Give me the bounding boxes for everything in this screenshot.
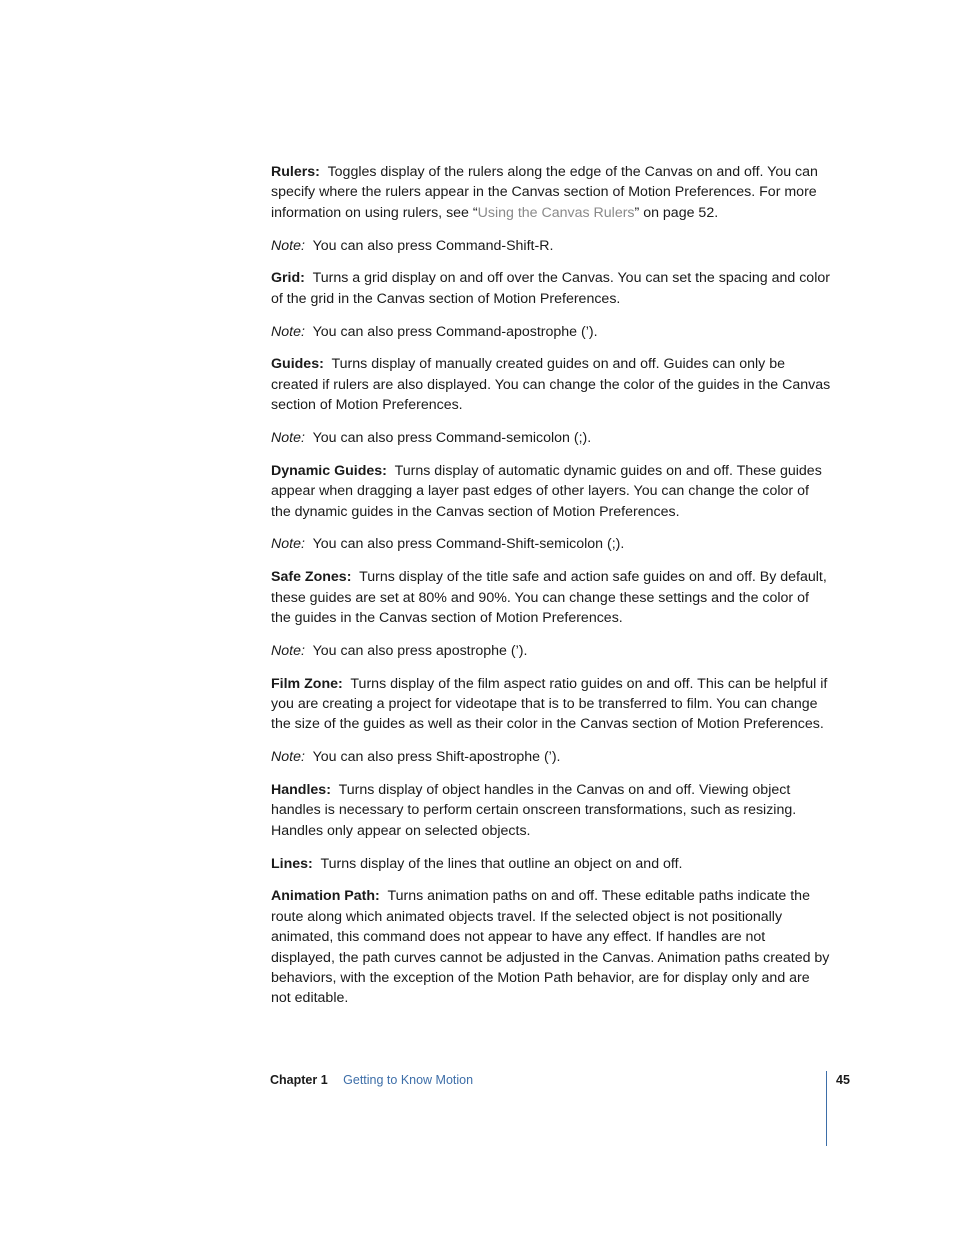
- paragraph-safe-zones: [271, 567, 831, 628]
- term-label: Guides:: [271, 356, 324, 373]
- term-label: Safe Zones:: [271, 569, 352, 586]
- paragraph-dynamic-guides: [271, 461, 831, 522]
- paragraph-film-zone: [271, 674, 831, 735]
- paragraph-text: ” on page 52.: [634, 204, 719, 221]
- note-text: You can also press apostrophe (’).: [312, 642, 528, 659]
- cross-reference-link[interactable]: Using the Canvas Rulers: [477, 204, 635, 221]
- note-label: Note:: [271, 536, 305, 553]
- term-label: Lines:: [271, 855, 313, 872]
- note-text: You can also press Command-Shift-R.: [312, 237, 554, 254]
- paragraph-text: Turns display of the title safe and action safe guides on and off. By default, these guides are set at 80% and 90%. You can change these settings and the color of the guides in the Canvas section of Motion Preferences.: [271, 569, 827, 627]
- term-label: Dynamic Guides:: [271, 462, 387, 479]
- note-label: Note:: [271, 642, 305, 659]
- note-label: Note:: [271, 430, 305, 447]
- chapter-title-link[interactable]: Getting to Know Motion: [343, 1073, 474, 1087]
- term-label: Grid:: [271, 270, 305, 287]
- paragraph-text: Turns a grid display on and off over the Canvas. You can set the spacing and color of the grid in the Canvas section of Motion Preferences.: [271, 270, 830, 307]
- term-label: Animation Path:: [271, 888, 380, 905]
- paragraph-text: Turns display of the lines that outline an object on and off.: [320, 855, 683, 872]
- note-text: You can also press Command-Shift-semicolon (;).: [312, 536, 625, 553]
- paragraph-text: Toggles display of the rulers along the edge of the Canvas on and off. You can specify where the rulers appear in the Canvas section of Motion Preferences. For more information on using rulers, see “: [271, 164, 818, 221]
- paragraph-guides: [271, 354, 831, 415]
- note-rulers: [271, 236, 831, 256]
- page-number: 45: [836, 1073, 850, 1087]
- note-grid: [271, 322, 831, 342]
- note-dynamic-guides: [271, 534, 831, 554]
- note-label: Note:: [271, 749, 305, 766]
- paragraph-handles: [271, 780, 831, 841]
- paragraph-text: Turns display of manually created guides on and off. Guides can only be created if rulers are also displayed. You can change the color of the guides in the Canvas section of Motion Preferences.: [271, 356, 831, 414]
- paragraph-rulers: [271, 162, 831, 223]
- term-label: Film Zone:: [271, 675, 343, 692]
- paragraph-lines: [271, 854, 831, 874]
- term-label: Handles:: [271, 782, 331, 799]
- paragraph-text: Turns display of object handles in the Canvas on and off. Viewing object handles is necessary to perform certain onscreen transformations, such as resizing. Handles only appear on selected objects.: [271, 782, 797, 839]
- paragraph-text: Turns animation paths on and off. These editable paths indicate the route along which animated objects travel. If the selected object is not positionally animated, this command does not appear to have any effect. If handles are not displayed, the path curves cannot be adjusted in the Canvas. Animation paths created by behaviors, with the exception of the Motion Path behavior, are for display only and are not editable.: [271, 888, 830, 1007]
- page-body: [271, 162, 831, 1021]
- note-text: You can also press Shift-apostrophe (’).: [312, 749, 561, 766]
- term-label: Rulers:: [271, 164, 320, 180]
- note-guides: [271, 428, 831, 448]
- footer-divider: [826, 1071, 827, 1146]
- note-label: Note:: [271, 237, 305, 254]
- note-text: You can also press Command-apostrophe (’).: [312, 323, 598, 340]
- paragraph-text: Turns display of the film aspect ratio guides on and off. This can be helpful if you are creating a project for videotape that is to be transferred to film. You can change the size of the guides as well as their color in the Canvas section of Motion Preferences.: [271, 675, 828, 733]
- note-text: You can also press Command-semicolon (;).: [312, 430, 592, 447]
- chapter-label: Chapter 1: [270, 1073, 328, 1087]
- paragraph-text: Turns display of automatic dynamic guides on and off. These guides appear when dragging a layer past edges of other layers. You can change the color of the dynamic guides in the Canvas section of Motion Preferences.: [271, 462, 822, 520]
- paragraph-animation-path: [271, 886, 831, 1008]
- note-label: Note:: [271, 323, 305, 340]
- paragraph-grid: [271, 268, 831, 309]
- note-safe-zones: [271, 641, 831, 661]
- note-film-zone: [271, 747, 831, 767]
- page-footer: [270, 1071, 473, 1089]
